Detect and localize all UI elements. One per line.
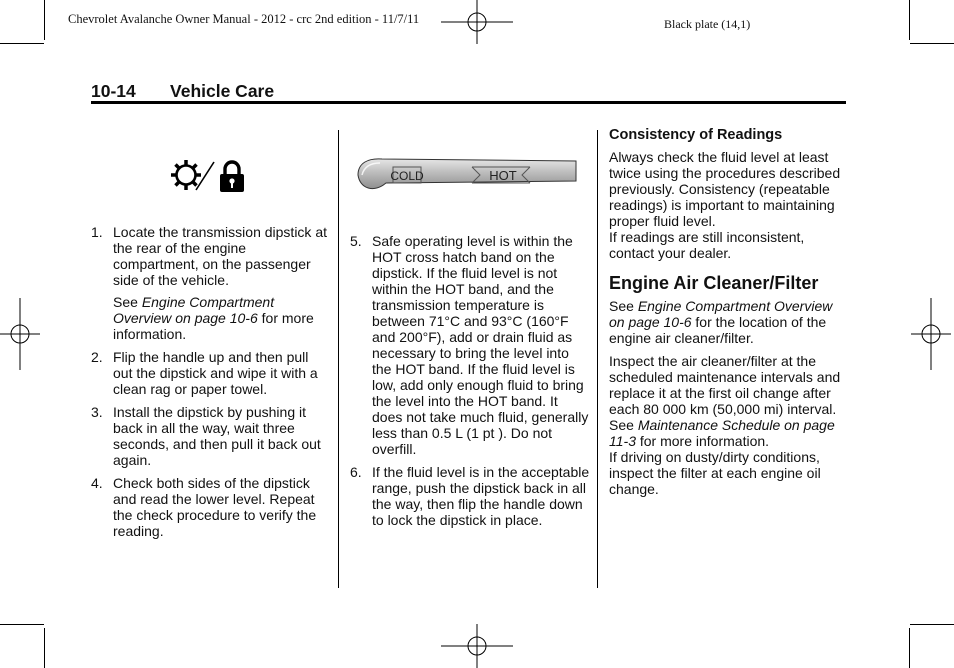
see-prefix: See: [609, 298, 638, 314]
see-suffix: for the location of the engine air cleaner/filter.: [609, 314, 827, 346]
list-item: [91, 404, 331, 468]
crop-mark: [0, 43, 44, 44]
cross-reference: Maintenance Schedule on page 11-3: [609, 417, 835, 449]
step-number: 5.: [350, 233, 362, 249]
plate-label: Black plate (14,1): [664, 17, 751, 31]
crop-mark: [909, 0, 910, 40]
consistency-paragraph: Always check the fluid level at least twice using the procedures described previously. Consistency (repeatable readings) is important to maintaining proper fluid level.: [609, 149, 841, 229]
crop-mark: [0, 624, 44, 625]
step-number: 6.: [350, 464, 362, 480]
paragraph-text: Inspect the air cleaner/filter at the scheduled maintenance intervals and replace it at the first oil change after each 80 000 km (50,000 mi) interval. See: [609, 353, 841, 433]
registration-target-icon: [0, 298, 40, 370]
step-number: 3.: [91, 404, 103, 420]
list-item: [91, 475, 331, 539]
list-item: [91, 224, 331, 342]
crop-mark: [44, 0, 45, 40]
see-suffix: for more information.: [113, 310, 314, 342]
air-filter-paragraph-1: [609, 298, 849, 346]
step-text: Install the dipstick by pushing it back in all the way, wait three seconds, and then pull it back out again.: [113, 404, 321, 468]
running-header-title: Chevrolet Avalanche Owner Manual - 2012 - crc 2nd edition - 11/7/11: [68, 12, 420, 26]
steps-list-middle: [350, 233, 590, 535]
see-prefix: See: [113, 294, 142, 310]
step-text: Flip the handle up and then pull out the dipstick and wipe it with a clean rag or paper towel.: [113, 349, 318, 397]
section-rule: [91, 101, 846, 104]
step-number: 2.: [91, 349, 103, 365]
step-text: Locate the transmission dipstick at the rear of the engine compartment, on the passenger side of the vehicle.: [113, 224, 327, 288]
step-number: 1.: [91, 224, 103, 240]
air-filter-paragraph-2: [609, 353, 849, 449]
list-item: [350, 233, 590, 457]
consistency-heading: Consistency of Readings: [609, 127, 783, 143]
consistency-paragraph-2: If readings are still inconsistent, contact your dealer.: [609, 229, 805, 261]
hot-label: HOT: [489, 168, 517, 183]
air-filter-paragraph-3: If driving on dusty/dirty conditions, inspect the filter at each engine oil change.: [609, 449, 821, 497]
list-item: [350, 464, 590, 528]
section-header: [91, 81, 274, 102]
list-item: [91, 349, 331, 397]
step-text: Safe operating level is within the HOT cross hatch band on the dipstick. If the fluid level is not within the HOT band, and the transmission temperature is between 71°C and 93°C (160°F and 200°F), add or drain fluid as necessary to bring the level into the HOT band. If the fluid level is low, add only enough fluid to bring the level into the HOT band. It does not take much fluid, generally less than 0.5 L (1 pt ). Do not overfill.: [372, 233, 589, 457]
section-title: Vehicle Care: [170, 81, 275, 101]
right-column: [609, 127, 849, 504]
crop-mark: [910, 624, 954, 625]
crop-mark: [909, 628, 910, 668]
step-text: If the fluid level is in the acceptable range, push the dipstick back in all the way, then flip the handle down to lock the dipstick in place.: [372, 464, 590, 528]
column-divider: [338, 130, 339, 588]
cross-reference: Engine Compartment Overview on page 10-6: [113, 294, 275, 326]
cold-label: COLD: [390, 169, 424, 183]
cross-reference: Engine Compartment Overview on page 10-6: [609, 298, 833, 330]
page-number: 10-14: [91, 81, 136, 101]
step-number: 4.: [91, 475, 103, 491]
see-suffix: for more information.: [635, 433, 770, 449]
registration-target-icon: [441, 624, 513, 668]
crop-mark: [910, 43, 954, 44]
crop-mark: [44, 628, 45, 668]
gear-lock-icon: [170, 159, 246, 193]
dipstick-illustration: [356, 153, 578, 195]
registration-target-icon: [911, 298, 951, 370]
column-divider: [597, 130, 598, 588]
step-see-note: [113, 294, 331, 342]
step-text: Check both sides of the dipstick and read the lower level. Repeat the check procedure to verify the reading.: [113, 475, 317, 539]
air-filter-heading: Engine Air Cleaner/Filter: [609, 273, 819, 293]
steps-list-left: [91, 224, 331, 546]
registration-target-icon: [441, 0, 513, 44]
